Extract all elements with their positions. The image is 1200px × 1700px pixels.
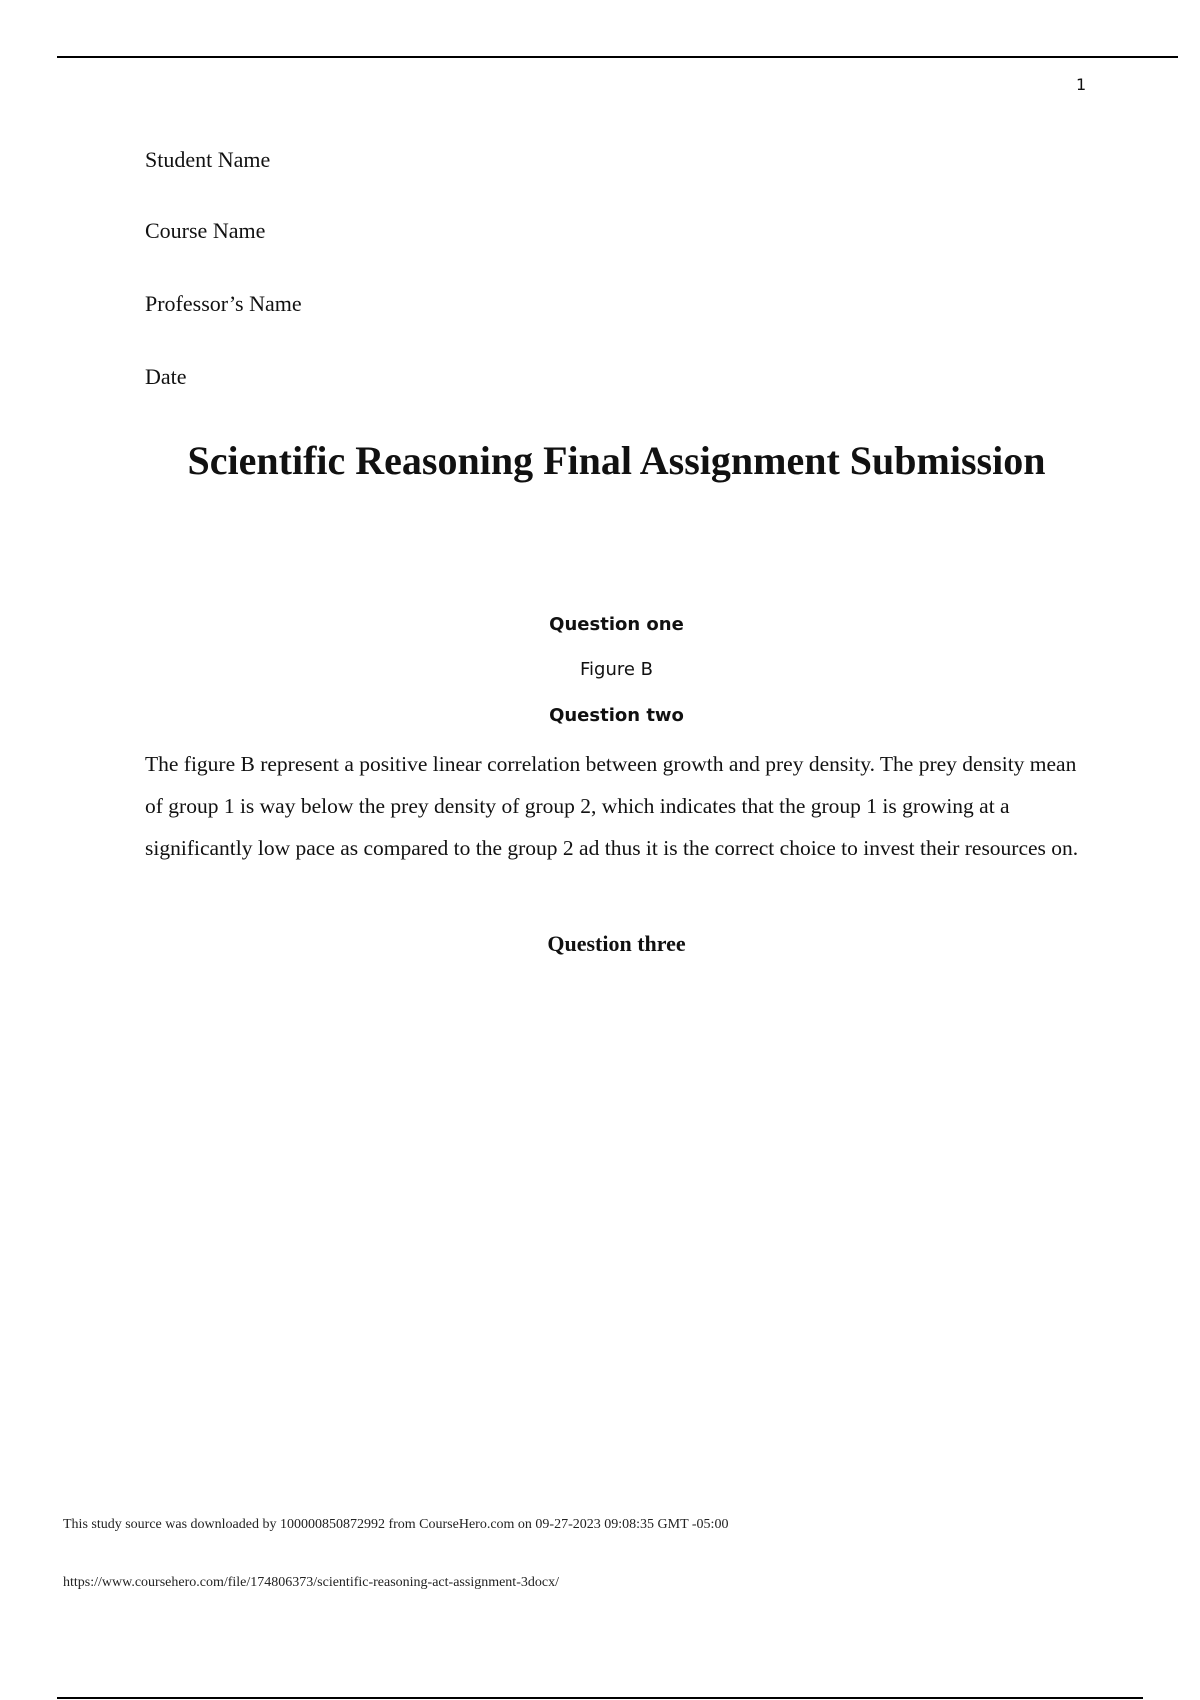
page-number: 1	[1076, 75, 1087, 94]
date: Date	[145, 364, 187, 389]
question-two-heading: Question two	[549, 705, 684, 726]
professor-name: Professor’s Name	[145, 291, 302, 316]
source-url: https://www.coursehero.com/file/174806373/scientific-reasoning-act-assignment-3docx/	[63, 1575, 559, 1590]
question-three-heading: Question three	[547, 931, 686, 956]
student-name: Student Name	[145, 147, 271, 172]
question-one-heading: Question one	[549, 614, 684, 635]
document-title: Scientific Reasoning Final Assignment Submission	[187, 438, 1046, 483]
download-notice: This study source was downloaded by 100000850872992 from CourseHero.com on 09-27-2023 09:08:35 GMT -05:00	[63, 1517, 729, 1532]
question-two-answer: The figure B represent a positive linear correlation between growth and prey density. The prey density mean of group 1 is way below the prey density of group 2, which indicates that the group 1 is growing at a significantly low pace as compared to the group 2 ad thus it is the correct choice to invest their resources on.	[145, 752, 1079, 860]
question-one-answer: Figure B	[579, 659, 654, 680]
course-name: Course Name	[145, 218, 266, 243]
top-rule	[57, 56, 1178, 58]
bottom-rule	[57, 1697, 1143, 1699]
